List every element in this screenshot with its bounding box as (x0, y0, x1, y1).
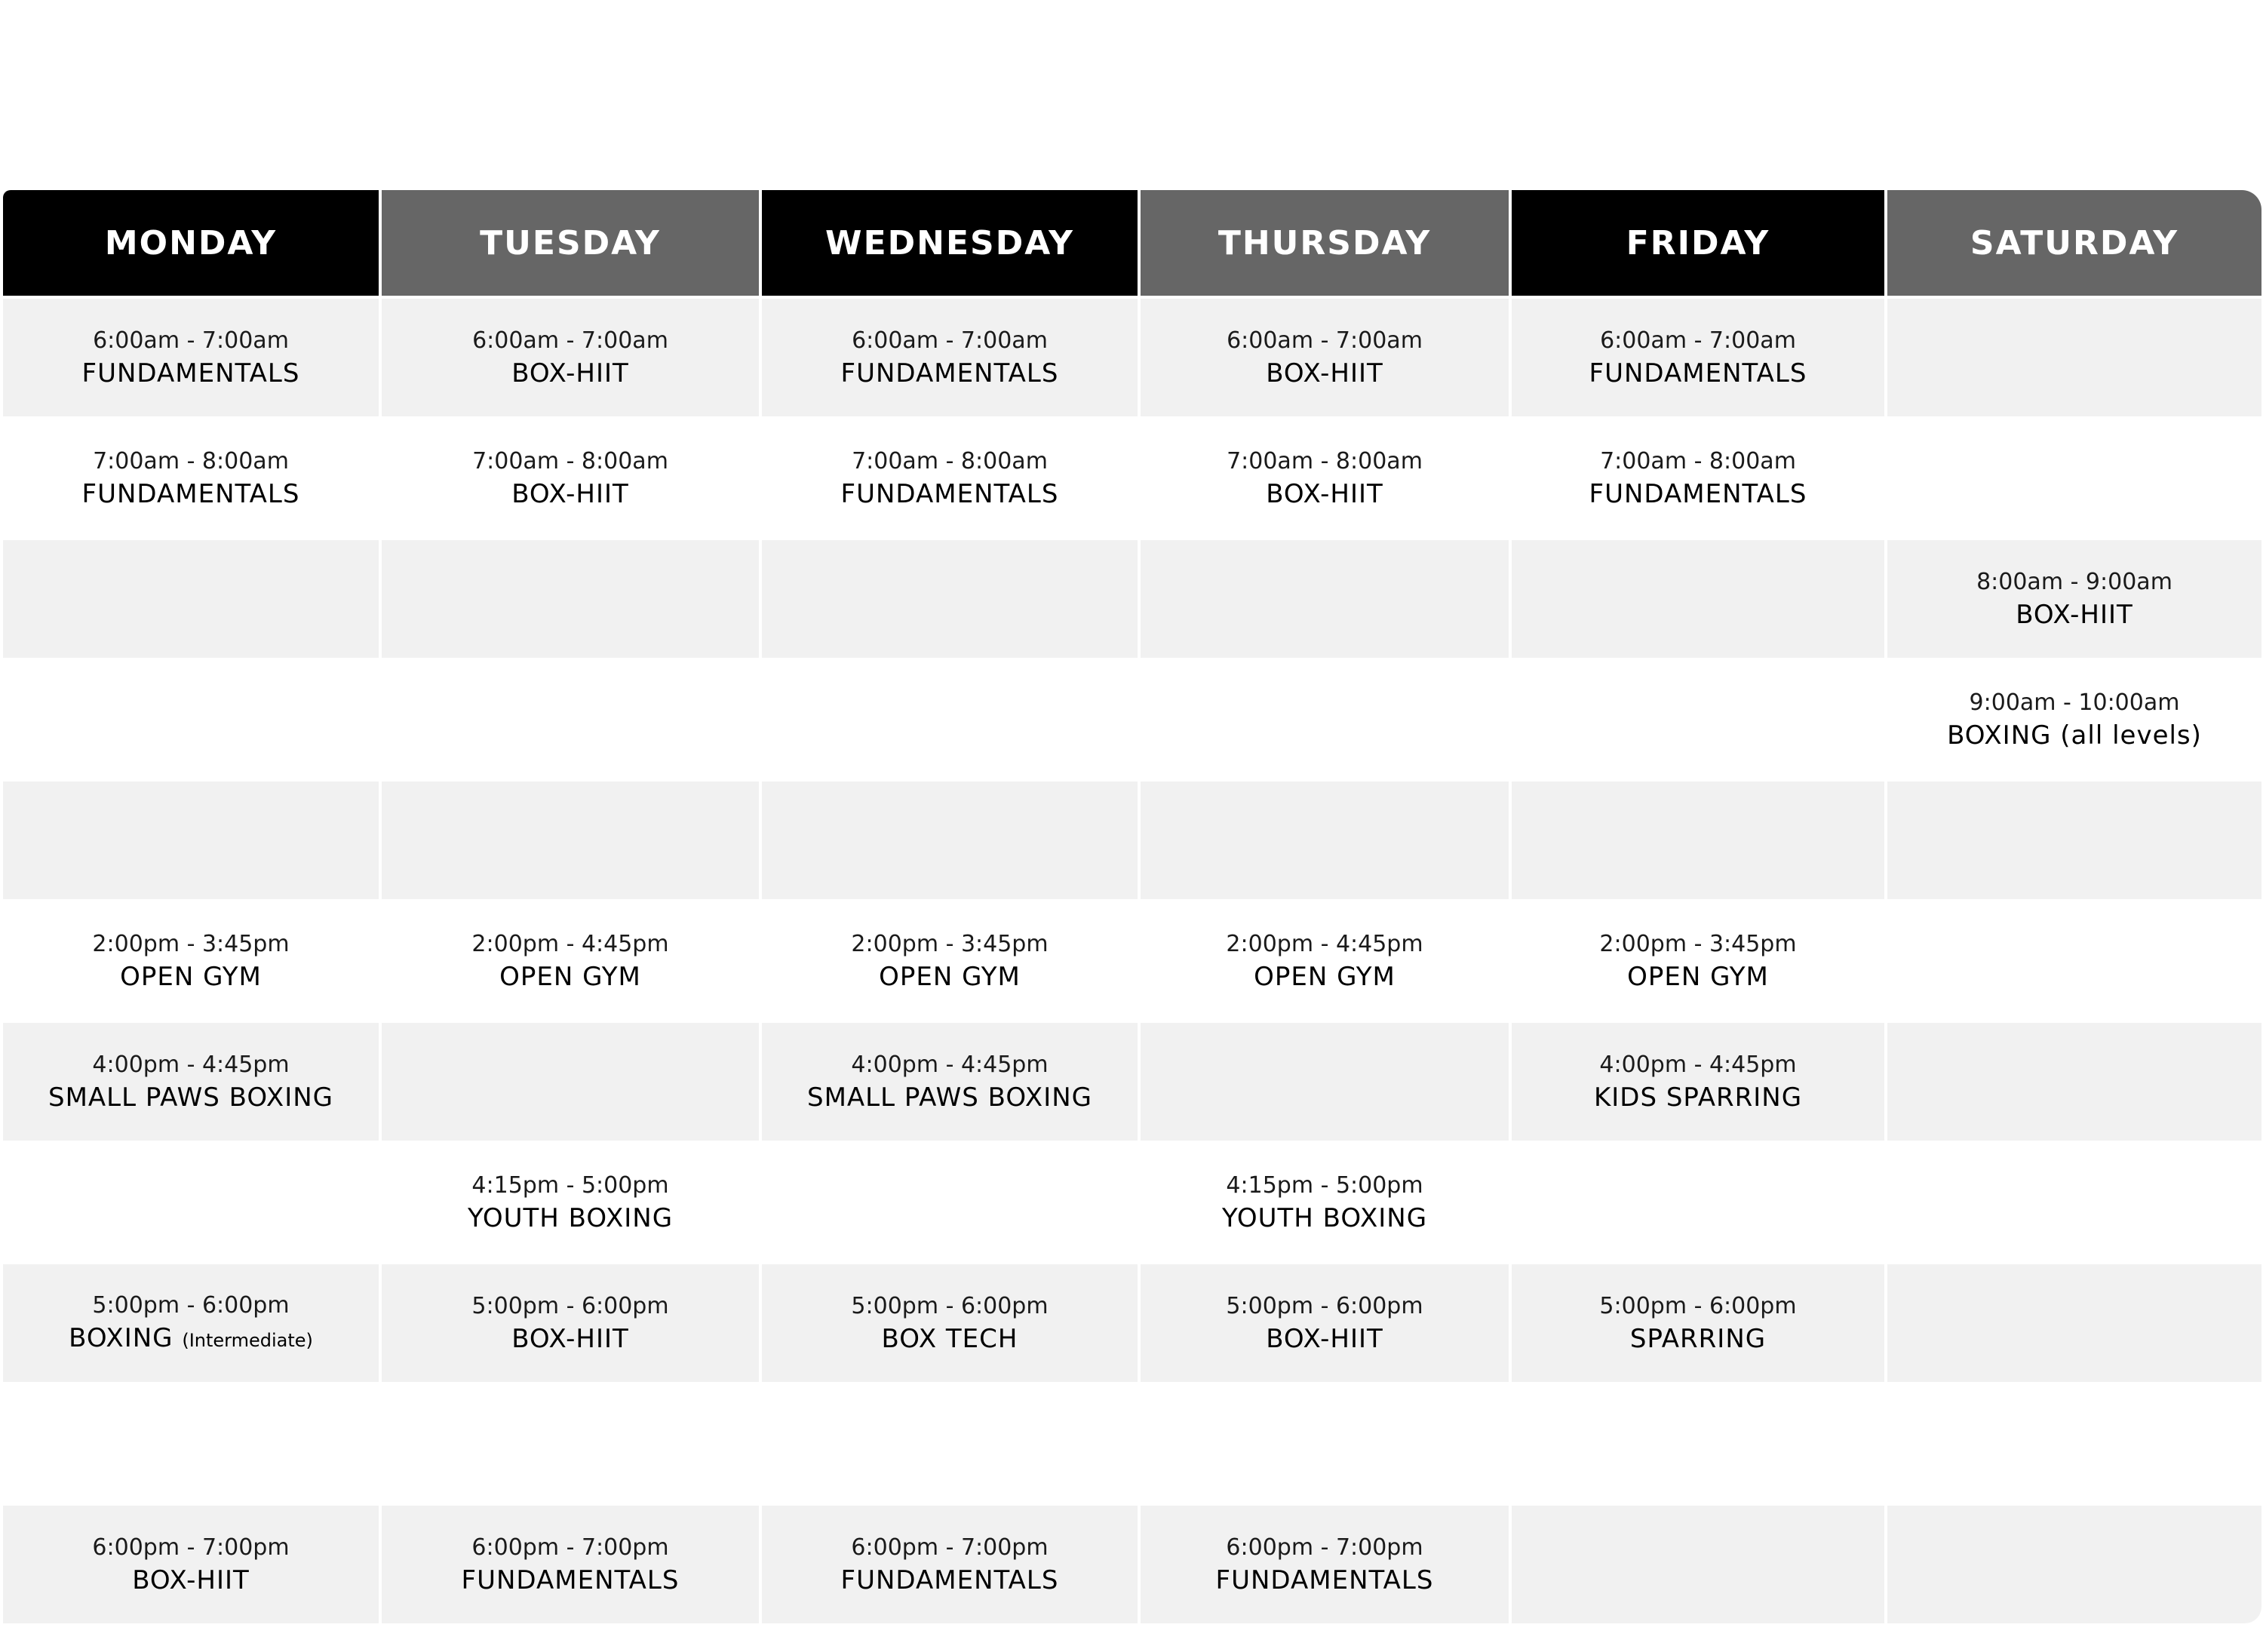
class-name (1222, 1202, 1427, 1235)
class-title: BOX-HIIT (1266, 358, 1383, 388)
empty-slot (3, 1385, 379, 1503)
class-time: 4:15pm - 5:00pm (471, 1172, 669, 1199)
class-time: 7:00am - 8:00am (1600, 448, 1796, 474)
class-slot (382, 1264, 759, 1382)
class-time: 7:00am - 8:00am (852, 448, 1048, 474)
class-title: BOXING (all levels) (1947, 720, 2202, 751)
class-title: BOX TECH (881, 1324, 1018, 1354)
class-title: BOXING (69, 1322, 173, 1353)
empty-slot (1512, 1385, 1884, 1503)
class-slot (3, 299, 379, 416)
class-slot (1512, 299, 1884, 416)
class-slot (762, 419, 1138, 537)
empty-slot (762, 540, 1138, 658)
class-title: FUNDAMENTALS (840, 1565, 1059, 1595)
empty-slot (1887, 1506, 2261, 1623)
class-slot (3, 1023, 379, 1141)
day-header-wednesday: WEDNESDAY (762, 190, 1138, 296)
empty-slot (1512, 1144, 1884, 1261)
day-column-wednesday (762, 190, 1138, 1625)
class-slot (382, 902, 759, 1020)
class-title: FUNDAMENTALS (1589, 358, 1807, 388)
class-time: 6:00am - 7:00am (472, 327, 668, 354)
class-title: FUNDAMENTALS (840, 479, 1059, 509)
class-name (511, 477, 629, 511)
class-time: 5:00pm - 6:00pm (471, 1293, 669, 1319)
empty-slot (1141, 1385, 1509, 1503)
class-time: 5:00pm - 6:00pm (92, 1291, 290, 1319)
class-slot (1512, 1023, 1884, 1141)
class-time: 7:00am - 8:00am (472, 448, 668, 474)
class-name (1266, 1322, 1383, 1356)
class-title: OPEN GYM (120, 962, 262, 992)
class-title: YOUTH BOXING (467, 1203, 674, 1233)
class-name (882, 1322, 1018, 1356)
empty-slot (1887, 299, 2261, 416)
class-slot (1512, 902, 1884, 1020)
class-slot (382, 1506, 759, 1623)
class-name (1630, 1322, 1766, 1356)
class-name (82, 357, 300, 390)
class-name (1589, 477, 1807, 511)
class-title: OPEN GYM (1254, 962, 1396, 992)
class-title: SMALL PAWS BOXING (48, 1082, 334, 1113)
empty-slot (762, 781, 1138, 899)
class-slot (1887, 661, 2261, 778)
empty-slot (1512, 661, 1884, 778)
class-title: BOX-HIIT (132, 1565, 250, 1595)
class-time: 6:00am - 7:00am (93, 327, 289, 354)
class-slot (1141, 1264, 1509, 1382)
day-header-friday: FRIDAY (1512, 190, 1884, 296)
class-title: FUNDAMENTALS (81, 358, 300, 388)
empty-slot (1887, 902, 2261, 1020)
class-name (69, 1322, 313, 1357)
class-slot (382, 1144, 759, 1261)
day-column-saturday (1887, 190, 2261, 1625)
class-title: BOX-HIIT (1266, 479, 1383, 509)
class-name (1627, 960, 1769, 993)
day-header-thursday: THURSDAY (1141, 190, 1509, 296)
class-time: 4:00pm - 4:45pm (1599, 1052, 1797, 1078)
class-title: BOX-HIIT (511, 479, 629, 509)
class-time: 2:00pm - 3:45pm (92, 931, 290, 957)
class-name (462, 1564, 680, 1597)
day-header-tuesday: TUESDAY (382, 190, 759, 296)
class-time: 6:00pm - 7:00pm (92, 1534, 290, 1561)
day-column-monday (3, 190, 379, 1625)
class-title: FUNDAMENTALS (1589, 479, 1807, 509)
class-title: BOX-HIIT (1266, 1324, 1383, 1354)
class-name (468, 1202, 673, 1235)
class-slot (3, 1506, 379, 1623)
class-title: FUNDAMENTALS (1215, 1565, 1434, 1595)
class-time: 2:00pm - 4:45pm (471, 931, 669, 957)
class-name (841, 1564, 1059, 1597)
class-time: 5:00pm - 6:00pm (1599, 1293, 1797, 1319)
class-time: 7:00am - 8:00am (1227, 448, 1423, 474)
class-time: 6:00am - 7:00am (1227, 327, 1423, 354)
class-name (132, 1564, 250, 1597)
class-slot (762, 1506, 1138, 1623)
empty-slot (382, 540, 759, 658)
class-name (841, 477, 1059, 511)
class-slot (3, 902, 379, 1020)
class-title: OPEN GYM (499, 962, 641, 992)
day-column-friday (1512, 190, 1884, 1625)
empty-slot (1887, 781, 2261, 899)
class-title: FUNDAMENTALS (81, 479, 300, 509)
empty-slot (3, 661, 379, 778)
day-column-tuesday (382, 190, 759, 1625)
empty-slot (1512, 1506, 1884, 1623)
class-name (841, 357, 1059, 390)
empty-slot (1141, 661, 1509, 778)
class-time: 7:00am - 8:00am (93, 448, 289, 474)
empty-slot (382, 1385, 759, 1503)
class-slot (1141, 902, 1509, 1020)
class-title: YOUTH BOXING (1221, 1203, 1428, 1233)
class-time: 6:00pm - 7:00pm (851, 1534, 1049, 1561)
empty-slot (762, 1385, 1138, 1503)
class-slot (762, 299, 1138, 416)
day-header-monday: MONDAY (3, 190, 379, 296)
class-title: SMALL PAWS BOXING (806, 1082, 1093, 1113)
class-slot (1887, 540, 2261, 658)
class-time: 4:00pm - 4:45pm (92, 1052, 290, 1078)
class-title: OPEN GYM (1627, 962, 1769, 992)
class-name (511, 357, 629, 390)
class-name (1594, 1081, 1802, 1114)
class-time: 2:00pm - 3:45pm (1599, 931, 1797, 957)
class-slot (1512, 1264, 1884, 1382)
class-title: FUNDAMENTALS (840, 358, 1059, 388)
empty-slot (382, 1023, 759, 1141)
class-name (1254, 960, 1396, 993)
class-slot (762, 1023, 1138, 1141)
class-title: BOX-HIIT (511, 1324, 629, 1354)
empty-slot (1141, 1023, 1509, 1141)
class-time: 2:00pm - 3:45pm (851, 931, 1049, 957)
class-name (1216, 1564, 1434, 1597)
class-slot (3, 1264, 379, 1382)
empty-slot (3, 781, 379, 899)
empty-slot (762, 661, 1138, 778)
class-name (82, 477, 300, 511)
class-title: OPEN GYM (879, 962, 1021, 992)
weekly-class-schedule (3, 190, 2261, 1625)
empty-slot (1141, 781, 1509, 899)
class-slot (762, 1264, 1138, 1382)
class-name (1266, 357, 1383, 390)
class-name (499, 960, 641, 993)
class-slot (382, 419, 759, 537)
class-time: 6:00pm - 7:00pm (471, 1534, 669, 1561)
class-name (1947, 719, 2202, 752)
class-title: KIDS SPARRING (1593, 1082, 1803, 1113)
empty-slot (1141, 540, 1509, 658)
class-time: 8:00am - 9:00am (1976, 569, 2172, 595)
class-slot (762, 902, 1138, 1020)
class-time: 6:00am - 7:00am (852, 327, 1048, 354)
class-name (807, 1081, 1092, 1114)
class-name (1589, 357, 1807, 390)
class-name (120, 960, 262, 993)
class-time: 6:00am - 7:00am (1600, 327, 1796, 354)
class-time: 5:00pm - 6:00pm (1226, 1293, 1423, 1319)
empty-slot (1887, 1144, 2261, 1261)
empty-slot (3, 1144, 379, 1261)
class-name (511, 1322, 629, 1356)
class-name (1266, 477, 1383, 511)
class-name (48, 1081, 333, 1114)
class-level-note: (Intermediate) (182, 1329, 313, 1351)
class-slot (1141, 419, 1509, 537)
empty-slot (1512, 540, 1884, 658)
class-name (879, 960, 1021, 993)
class-time: 5:00pm - 6:00pm (851, 1293, 1049, 1319)
empty-slot (382, 781, 759, 899)
class-time: 2:00pm - 4:45pm (1226, 931, 1423, 957)
class-name (2016, 598, 2133, 631)
class-slot (1141, 1506, 1509, 1623)
class-title: FUNDAMENTALS (461, 1565, 680, 1595)
empty-slot (382, 661, 759, 778)
class-title: BOX-HIIT (511, 358, 629, 388)
class-time: 6:00pm - 7:00pm (1226, 1534, 1423, 1561)
empty-slot (1887, 1264, 2261, 1382)
class-slot (1512, 419, 1884, 537)
class-slot (3, 419, 379, 537)
empty-slot (1512, 781, 1884, 899)
class-slot (1141, 1144, 1509, 1261)
day-header-saturday: SATURDAY (1887, 190, 2261, 296)
empty-slot (762, 1144, 1138, 1261)
day-column-thursday (1141, 190, 1509, 1625)
empty-slot (1887, 1023, 2261, 1141)
empty-slot (1887, 419, 2261, 537)
empty-slot (3, 540, 379, 658)
class-title: SPARRING (1629, 1324, 1767, 1354)
class-slot (382, 299, 759, 416)
class-time: 4:15pm - 5:00pm (1226, 1172, 1423, 1199)
class-title: BOX-HIIT (2016, 600, 2133, 630)
class-time: 9:00am - 10:00am (1969, 689, 2180, 716)
empty-slot (1887, 1385, 2261, 1503)
class-slot (1141, 299, 1509, 416)
class-time: 4:00pm - 4:45pm (851, 1052, 1049, 1078)
